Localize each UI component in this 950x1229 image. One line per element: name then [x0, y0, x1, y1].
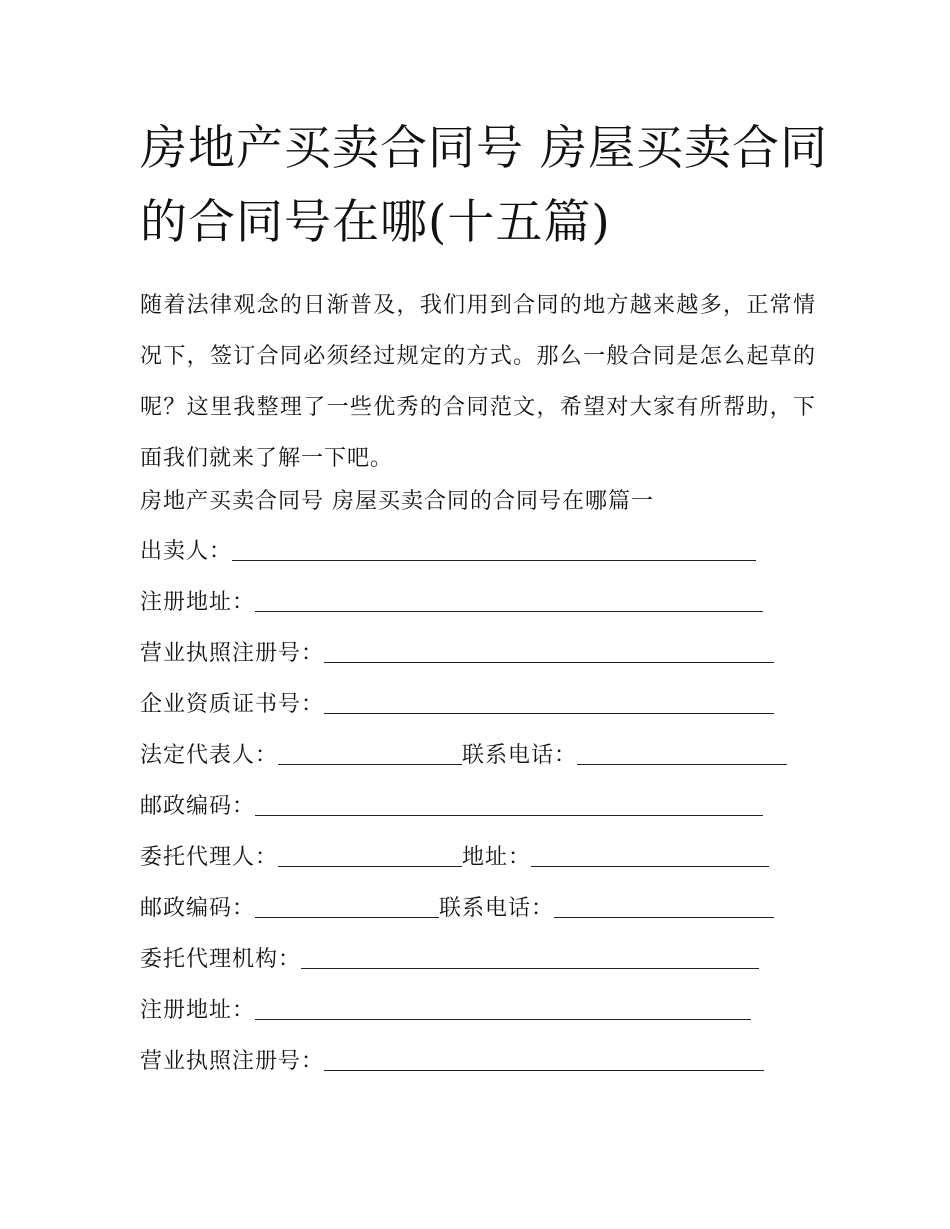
- agent-blank[interactable]: [278, 838, 462, 867]
- address-blank[interactable]: [531, 838, 769, 867]
- phone-2-label: 联系电话：: [439, 896, 555, 921]
- field-row-postcode-1: [140, 787, 763, 827]
- business-license-1-label: 营业执照注册号：: [140, 641, 325, 666]
- business-license-1-blank[interactable]: [324, 634, 774, 663]
- legal-rep-label: 法定代表人：: [140, 743, 279, 768]
- field-row-postcode-2: [140, 889, 774, 929]
- field-row-seller: [140, 532, 756, 572]
- field-row-agent: [140, 838, 769, 878]
- seller-blank[interactable]: [232, 532, 756, 561]
- phone-1-blank[interactable]: [577, 736, 787, 765]
- field-row-legal-rep: [140, 736, 787, 776]
- address-label: 地址：: [462, 845, 532, 870]
- field-row-qualification-cert: [140, 685, 774, 725]
- field-row-agency: [140, 940, 759, 980]
- document-title: 房地产买卖合同号 房屋买卖合同的合同号在哪(十五篇): [140, 121, 828, 250]
- qualification-cert-blank[interactable]: [324, 685, 774, 714]
- phone-1-label: 联系电话：: [462, 743, 578, 768]
- reg-address-2-label: 注册地址：: [140, 998, 256, 1023]
- intro-paragraph: 随着法律观念的日渐普及，我们用到合同的地方越来越多，正常情况下，签订合同必须经过规定的方式。那么一般合同是怎么起草的呢？这里我整理了一些优秀的合同范文，希望对大家有所帮助，下面我们就来了解一下吧。: [140, 293, 816, 471]
- reg-address-1-label: 注册地址：: [140, 590, 256, 615]
- agency-label: 委托代理机构：: [140, 947, 302, 972]
- field-row-reg-address-1: [140, 583, 763, 623]
- postcode-1-blank[interactable]: [255, 787, 763, 816]
- field-row-business-license-1: [140, 634, 774, 674]
- reg-address-1-blank[interactable]: [255, 583, 763, 612]
- business-license-2-blank[interactable]: [324, 1042, 764, 1071]
- agent-label: 委托代理人：: [140, 845, 279, 870]
- postcode-2-blank[interactable]: [255, 889, 439, 918]
- business-license-2-label: 营业执照注册号：: [140, 1049, 325, 1074]
- field-row-reg-address-2: [140, 991, 751, 1031]
- reg-address-2-blank[interactable]: [255, 991, 751, 1020]
- agency-blank[interactable]: [301, 940, 759, 969]
- section-heading: 房地产买卖合同号 房屋买卖合同的合同号在哪篇一: [140, 489, 654, 514]
- seller-label: 出卖人：: [140, 539, 233, 564]
- phone-2-blank[interactable]: [554, 889, 774, 918]
- qualification-cert-label: 企业资质证书号：: [140, 692, 325, 717]
- field-row-business-license-2: [140, 1042, 764, 1082]
- legal-rep-blank[interactable]: [278, 736, 462, 765]
- postcode-2-label: 邮政编码：: [140, 896, 256, 921]
- postcode-1-label: 邮政编码：: [140, 794, 256, 819]
